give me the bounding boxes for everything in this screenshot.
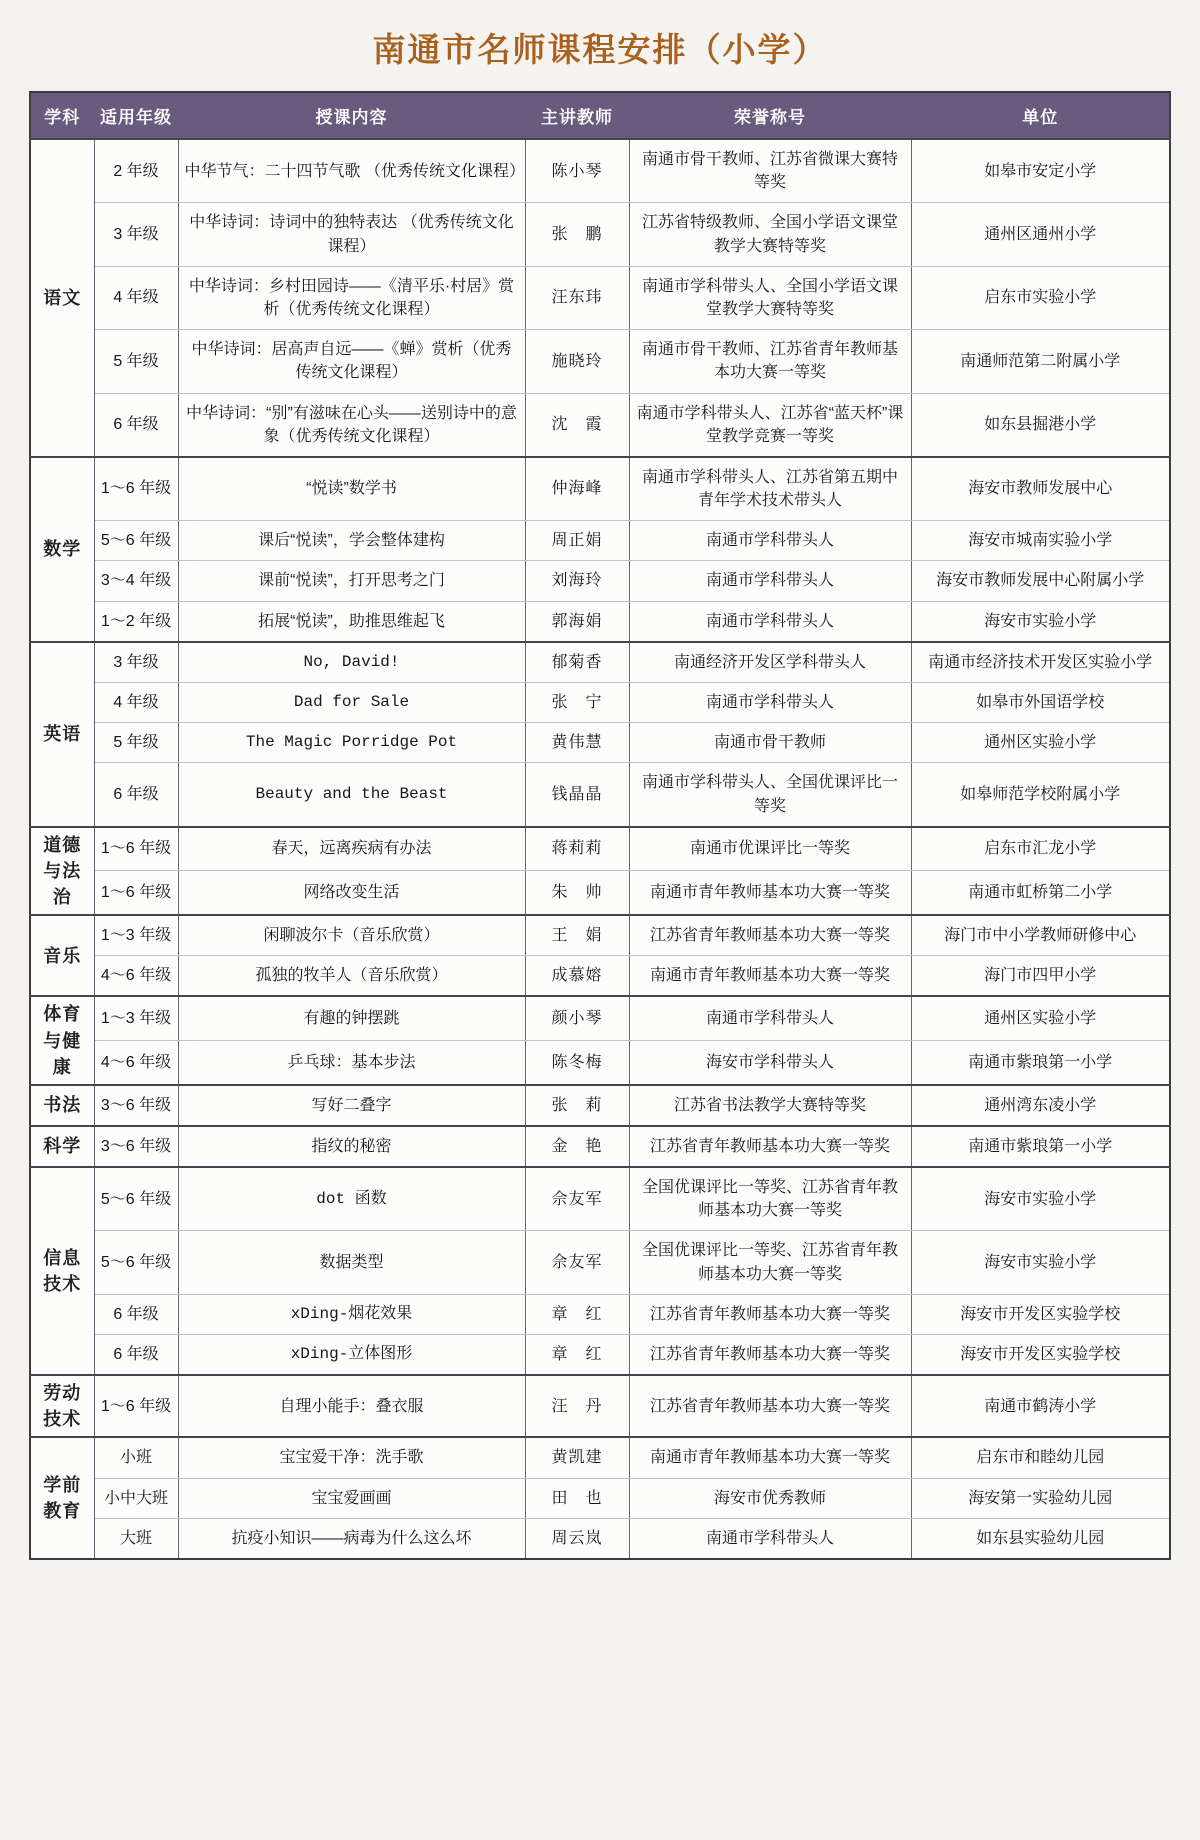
honor-cell: 江苏省青年教师基本功大赛一等奖 xyxy=(629,1375,911,1437)
table-row xyxy=(30,1294,1170,1334)
content-cell: xDing-烟花效果 xyxy=(178,1294,525,1334)
content-cell: 写好二叠字 xyxy=(178,1085,525,1126)
unit-cell: 启东市汇龙小学 xyxy=(911,827,1170,871)
grade-cell: 6 年级 xyxy=(94,763,178,827)
honor-cell: 南通市学科带头人 xyxy=(629,996,911,1040)
honor-cell: 南通经济开发区学科带头人 xyxy=(629,642,911,683)
content-cell: xDing-立体图形 xyxy=(178,1335,525,1376)
table-row xyxy=(30,723,1170,763)
content-cell: 闲聊波尔卡（音乐欣赏） xyxy=(178,915,525,956)
table-row xyxy=(30,915,1170,956)
unit-cell: 如皋市安定小学 xyxy=(911,139,1170,203)
table-row xyxy=(30,457,1170,521)
honor-cell: 南通市青年教师基本功大赛一等奖 xyxy=(629,956,911,997)
honor-cell: 江苏省书法教学大赛特等奖 xyxy=(629,1085,911,1126)
subject-cell: 音乐 xyxy=(30,915,94,996)
honor-cell: 江苏省青年教师基本功大赛一等奖 xyxy=(629,1335,911,1376)
unit-cell: 海安市开发区实验学校 xyxy=(911,1335,1170,1376)
honor-cell: 南通市学科带头人 xyxy=(629,521,911,561)
table-row xyxy=(30,1231,1170,1294)
grade-cell: 大班 xyxy=(94,1518,178,1559)
content-cell: 中华诗词：诗词中的独特表达 （优秀传统文化课程） xyxy=(178,203,525,266)
grade-cell: 3～6 年级 xyxy=(94,1126,178,1167)
unit-cell: 通州区通州小学 xyxy=(911,203,1170,266)
grade-cell: 6 年级 xyxy=(94,1335,178,1376)
honor-cell: 南通市骨干教师 xyxy=(629,723,911,763)
unit-cell: 海门市中小学教师研修中心 xyxy=(911,915,1170,956)
honor-cell: 海安市学科带头人 xyxy=(629,1041,911,1085)
teacher-cell: 佘友军 xyxy=(525,1167,629,1231)
teacher-cell: 郭海娟 xyxy=(525,601,629,642)
subject-cell: 科学 xyxy=(30,1126,94,1167)
grade-cell: 1～3 年级 xyxy=(94,915,178,956)
honor-cell: 南通市学科带头人 xyxy=(629,601,911,642)
unit-cell: 海安市实验小学 xyxy=(911,1167,1170,1231)
table-row xyxy=(30,996,1170,1040)
content-cell: 拓展“悦读”，助推思维起飞 xyxy=(178,601,525,642)
unit-cell: 通州区实验小学 xyxy=(911,996,1170,1040)
teacher-cell: 朱 帅 xyxy=(525,871,629,915)
subject-cell: 书法 xyxy=(30,1085,94,1126)
subject-cell: 信息技术 xyxy=(30,1167,94,1375)
teacher-cell: 仲海峰 xyxy=(525,457,629,521)
table-row xyxy=(30,1478,1170,1518)
content-cell: 宝宝爱干净：洗手歌 xyxy=(178,1437,525,1478)
grade-cell: 5 年级 xyxy=(94,330,178,393)
page-title: 南通市名师课程安排（小学） xyxy=(372,31,828,68)
header-cell-teacher: 主讲教师 xyxy=(525,92,629,139)
honor-cell: 南通市学科带头人 xyxy=(629,561,911,601)
header-cell-content: 授课内容 xyxy=(178,92,525,139)
subject-cell: 劳动技术 xyxy=(30,1375,94,1437)
honor-cell: 南通市青年教师基本功大赛一等奖 xyxy=(629,871,911,915)
unit-cell: 如皋市外国语学校 xyxy=(911,683,1170,723)
grade-cell: 3～4 年级 xyxy=(94,561,178,601)
content-cell: 抗疫小知识——病毒为什么这么坏 xyxy=(178,1518,525,1559)
unit-cell: 启东市实验小学 xyxy=(911,266,1170,329)
grade-cell: 4～6 年级 xyxy=(94,956,178,997)
unit-cell: 通州区实验小学 xyxy=(911,723,1170,763)
teacher-cell: 成慕嫆 xyxy=(525,956,629,997)
grade-cell: 6 年级 xyxy=(94,1294,178,1334)
grade-cell: 4 年级 xyxy=(94,683,178,723)
teacher-cell: 汪 丹 xyxy=(525,1375,629,1437)
subject-cell: 数学 xyxy=(30,457,94,642)
table-row xyxy=(30,601,1170,642)
table-row xyxy=(30,203,1170,266)
teacher-cell: 汪东玮 xyxy=(525,266,629,329)
unit-cell: 海门市四甲小学 xyxy=(911,956,1170,997)
honor-cell: 江苏省青年教师基本功大赛一等奖 xyxy=(629,1126,911,1167)
unit-cell: 启东市和睦幼儿园 xyxy=(911,1437,1170,1478)
content-cell: dot 函数 xyxy=(178,1167,525,1231)
teacher-cell: 陈冬梅 xyxy=(525,1041,629,1085)
unit-cell: 如皋师范学校附属小学 xyxy=(911,763,1170,827)
grade-cell: 1～6 年级 xyxy=(94,827,178,871)
unit-cell: 海安市教师发展中心附属小学 xyxy=(911,561,1170,601)
unit-cell: 如东县掘港小学 xyxy=(911,393,1170,457)
table-row xyxy=(30,642,1170,683)
table-row xyxy=(30,1167,1170,1231)
table-body xyxy=(30,139,1170,1559)
honor-cell: 江苏省特级教师、全国小学语文课堂教学大赛特等奖 xyxy=(629,203,911,266)
content-cell: 春天，远离疾病有办法 xyxy=(178,827,525,871)
unit-cell: 海安市城南实验小学 xyxy=(911,521,1170,561)
content-cell: 自理小能手：叠衣服 xyxy=(178,1375,525,1437)
header-cell-unit: 单位 xyxy=(911,92,1170,139)
table-header-row xyxy=(30,92,1170,139)
content-cell: The Magic Porridge Pot xyxy=(178,723,525,763)
course-schedule-table xyxy=(29,91,1171,1560)
teacher-cell: 章 红 xyxy=(525,1294,629,1334)
honor-cell: 全国优课评比一等奖、江苏省青年教师基本功大赛一等奖 xyxy=(629,1167,911,1231)
teacher-cell: 周正娟 xyxy=(525,521,629,561)
content-cell: 有趣的钟摆跳 xyxy=(178,996,525,1040)
unit-cell: 南通市紫琅第一小学 xyxy=(911,1041,1170,1085)
honor-cell: 海安市优秀教师 xyxy=(629,1478,911,1518)
teacher-cell: 张 鹏 xyxy=(525,203,629,266)
content-cell: 孤独的牧羊人（音乐欣赏） xyxy=(178,956,525,997)
content-cell: 数据类型 xyxy=(178,1231,525,1294)
teacher-cell: 金 艳 xyxy=(525,1126,629,1167)
table-row xyxy=(30,393,1170,457)
teacher-cell: 郁菊香 xyxy=(525,642,629,683)
table-row xyxy=(30,827,1170,871)
teacher-cell: 沈 霞 xyxy=(525,393,629,457)
table-row xyxy=(30,1126,1170,1167)
content-cell: 中华诗词：“别”有滋味在心头——送别诗中的意象（优秀传统文化课程） xyxy=(178,393,525,457)
table-row xyxy=(30,1375,1170,1437)
honor-cell: 南通市学科带头人、江苏省第五期中青年学术技术带头人 xyxy=(629,457,911,521)
table-row xyxy=(30,871,1170,915)
teacher-cell: 周云岚 xyxy=(525,1518,629,1559)
grade-cell: 5～6 年级 xyxy=(94,1167,178,1231)
table-row xyxy=(30,1041,1170,1085)
unit-cell: 南通市紫琅第一小学 xyxy=(911,1126,1170,1167)
honor-cell: 南通市学科带头人 xyxy=(629,683,911,723)
teacher-cell: 蒋莉莉 xyxy=(525,827,629,871)
content-cell: 中华诗词：居高声自远——《蝉》赏析（优秀传统文化课程） xyxy=(178,330,525,393)
table-row xyxy=(30,1437,1170,1478)
teacher-cell: 王 娟 xyxy=(525,915,629,956)
grade-cell: 1～6 年级 xyxy=(94,457,178,521)
header-cell-honor: 荣誉称号 xyxy=(629,92,911,139)
table-row xyxy=(30,521,1170,561)
table-row xyxy=(30,763,1170,827)
grade-cell: 1～3 年级 xyxy=(94,996,178,1040)
table-row xyxy=(30,1335,1170,1376)
grade-cell: 1～6 年级 xyxy=(94,871,178,915)
content-cell: 宝宝爱画画 xyxy=(178,1478,525,1518)
teacher-cell: 田 也 xyxy=(525,1478,629,1518)
content-cell: No, David! xyxy=(178,642,525,683)
grade-cell: 6 年级 xyxy=(94,393,178,457)
table-row xyxy=(30,956,1170,997)
grade-cell: 1～6 年级 xyxy=(94,1375,178,1437)
content-cell: 中华节气：二十四节气歌 （优秀传统文化课程） xyxy=(178,139,525,203)
table-row xyxy=(30,139,1170,203)
teacher-cell: 黄伟慧 xyxy=(525,723,629,763)
subject-cell: 学前教育 xyxy=(30,1437,94,1559)
unit-cell: 南通市经济技术开发区实验小学 xyxy=(911,642,1170,683)
grade-cell: 1～2 年级 xyxy=(94,601,178,642)
content-cell: Beauty and the Beast xyxy=(178,763,525,827)
honor-cell: 江苏省青年教师基本功大赛一等奖 xyxy=(629,915,911,956)
teacher-cell: 钱晶晶 xyxy=(525,763,629,827)
unit-cell: 海安市开发区实验学校 xyxy=(911,1294,1170,1334)
subject-cell: 语文 xyxy=(30,139,94,457)
grade-cell: 3 年级 xyxy=(94,642,178,683)
teacher-cell: 黄凯建 xyxy=(525,1437,629,1478)
grade-cell: 4～6 年级 xyxy=(94,1041,178,1085)
grade-cell: 4 年级 xyxy=(94,266,178,329)
honor-cell: 南通市骨干教师、江苏省微课大赛特等奖 xyxy=(629,139,911,203)
header-cell-subject: 学科 xyxy=(30,92,94,139)
grade-cell: 3 年级 xyxy=(94,203,178,266)
teacher-cell: 陈小琴 xyxy=(525,139,629,203)
subject-cell: 道德与法治 xyxy=(30,827,94,915)
honor-cell: 南通市骨干教师、江苏省青年教师基本功大赛一等奖 xyxy=(629,330,911,393)
teacher-cell: 刘海玲 xyxy=(525,561,629,601)
honor-cell: 全国优课评比一等奖、江苏省青年教师基本功大赛一等奖 xyxy=(629,1231,911,1294)
header-cell-grade: 适用年级 xyxy=(94,92,178,139)
unit-cell: 海安第一实验幼儿园 xyxy=(911,1478,1170,1518)
grade-cell: 5～6 年级 xyxy=(94,521,178,561)
grade-cell: 小班 xyxy=(94,1437,178,1478)
unit-cell: 南通市鹤涛小学 xyxy=(911,1375,1170,1437)
table-row xyxy=(30,330,1170,393)
grade-cell: 5 年级 xyxy=(94,723,178,763)
content-cell: 乒乓球：基本步法 xyxy=(178,1041,525,1085)
unit-cell: 南通师范第二附属小学 xyxy=(911,330,1170,393)
honor-cell: 南通市优课评比一等奖 xyxy=(629,827,911,871)
honor-cell: 南通市学科带头人、全国优课评比一等奖 xyxy=(629,763,911,827)
content-cell: 课前“悦读”，打开思考之门 xyxy=(178,561,525,601)
content-cell: “悦读”数学书 xyxy=(178,457,525,521)
teacher-cell: 章 红 xyxy=(525,1335,629,1376)
subject-cell: 体育与健康 xyxy=(30,996,94,1084)
unit-cell: 通州湾东凌小学 xyxy=(911,1085,1170,1126)
table-row xyxy=(30,683,1170,723)
unit-cell: 海安市实验小学 xyxy=(911,601,1170,642)
table-row xyxy=(30,266,1170,329)
grade-cell: 小中大班 xyxy=(94,1478,178,1518)
grade-cell: 5～6 年级 xyxy=(94,1231,178,1294)
table-row xyxy=(30,1518,1170,1559)
table-row xyxy=(30,561,1170,601)
honor-cell: 江苏省青年教师基本功大赛一等奖 xyxy=(629,1294,911,1334)
teacher-cell: 佘友军 xyxy=(525,1231,629,1294)
teacher-cell: 颜小琴 xyxy=(525,996,629,1040)
grade-cell: 3～6 年级 xyxy=(94,1085,178,1126)
honor-cell: 南通市学科带头人、江苏省“蓝天杯”课堂教学竞赛一等奖 xyxy=(629,393,911,457)
unit-cell: 如东县实验幼儿园 xyxy=(911,1518,1170,1559)
content-cell: Dad for Sale xyxy=(178,683,525,723)
table-row xyxy=(30,1085,1170,1126)
content-cell: 指纹的秘密 xyxy=(178,1126,525,1167)
grade-cell: 2 年级 xyxy=(94,139,178,203)
unit-cell: 南通市虹桥第二小学 xyxy=(911,871,1170,915)
teacher-cell: 张 莉 xyxy=(525,1085,629,1126)
honor-cell: 南通市学科带头人 xyxy=(629,1518,911,1559)
unit-cell: 海安市教师发展中心 xyxy=(911,457,1170,521)
content-cell: 课后“悦读”，学会整体建构 xyxy=(178,521,525,561)
teacher-cell: 施晓玲 xyxy=(525,330,629,393)
honor-cell: 南通市学科带头人、全国小学语文课堂教学大赛特等奖 xyxy=(629,266,911,329)
honor-cell: 南通市青年教师基本功大赛一等奖 xyxy=(629,1437,911,1478)
subject-cell: 英语 xyxy=(30,642,94,827)
content-cell: 网络改变生活 xyxy=(178,871,525,915)
teacher-cell: 张 宁 xyxy=(525,683,629,723)
content-cell: 中华诗词：乡村田园诗——《清平乐·村居》赏析（优秀传统文化课程） xyxy=(178,266,525,329)
unit-cell: 海安市实验小学 xyxy=(911,1231,1170,1294)
